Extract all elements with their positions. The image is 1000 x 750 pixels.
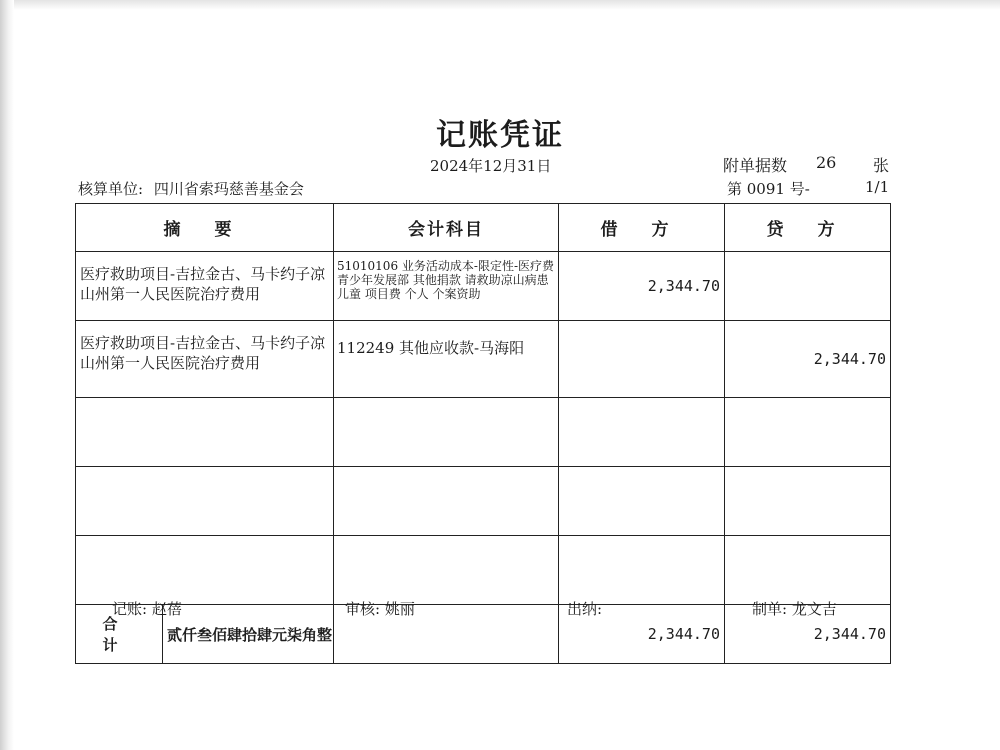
voucher-number (727, 178, 890, 199)
table-row (76, 252, 891, 321)
signature-reviewer: 审核: 姚丽 (345, 600, 415, 618)
row-summary: 医疗救助项目-吉拉金古、马卡约子凉山州第一人民医院治疗费用 (76, 321, 334, 398)
row-debit: 2,344.70 (559, 252, 725, 321)
row-debit (559, 536, 725, 605)
attachment-number: 26 (816, 153, 837, 172)
signature-preparer: 制单: 龙文吉 (752, 600, 837, 618)
table-row (76, 398, 891, 467)
row-summary (76, 467, 334, 536)
row-summary (76, 536, 334, 605)
accounting-unit (78, 178, 304, 199)
accounting-unit-label: 核算单位: (78, 180, 144, 198)
header-summary: 摘 要 (76, 204, 334, 252)
table-row (76, 536, 891, 605)
row-credit (725, 252, 891, 321)
row-credit (725, 536, 891, 605)
row-credit: 2,344.70 (725, 321, 891, 398)
voucher-title: 记账凭证 (436, 118, 564, 153)
row-account: 51010106 业务活动成本-限定性-医疗费 青少年发展部 其他捐款 请救助凉山病患儿童 项目费 个人 个案资助 (334, 252, 559, 321)
row-account (334, 467, 559, 536)
header-debit: 借 方 (559, 204, 725, 252)
row-summary (76, 398, 334, 467)
row-credit (725, 398, 891, 467)
total-debit: 2,344.70 (559, 605, 725, 664)
ledger-table (75, 203, 891, 664)
voucher-number-label: 第 0091 号- (727, 180, 810, 198)
row-account (334, 536, 559, 605)
row-credit (725, 467, 891, 536)
voucher-date: 2024年12月31日 (430, 157, 552, 175)
total-label: 合 计 (76, 605, 163, 663)
row-debit (559, 398, 725, 467)
table-row (76, 321, 891, 398)
signature-bookkeeper: 记账: 赵蓓 (112, 600, 182, 618)
row-summary: 医疗救助项目-吉拉金古、马卡约子凉山州第一人民医院治疗费用 (76, 252, 334, 321)
header-row (76, 204, 891, 252)
scan-top-shade (0, 0, 1000, 10)
amount-in-words: 贰仟叁佰肆拾肆元柒角整 (167, 625, 333, 644)
total-credit: 2,344.70 (725, 605, 891, 664)
signature-cashier: 出纳: (567, 600, 603, 618)
row-debit (559, 467, 725, 536)
row-debit (559, 321, 725, 398)
accounting-unit-name: 四川省索玛慈善基金会 (153, 180, 304, 198)
row-account: 112249 其他应收款-马海阳 (334, 321, 559, 398)
attachment-unit: 张 (873, 156, 890, 175)
table-row (76, 467, 891, 536)
row-account (334, 398, 559, 467)
voucher-page: 1/1 (865, 178, 890, 196)
attachment-count (723, 153, 890, 176)
header-credit: 贷 方 (725, 204, 891, 252)
attachment-label: 附单据数 (723, 156, 788, 175)
header-account: 会计科目 (334, 204, 559, 252)
